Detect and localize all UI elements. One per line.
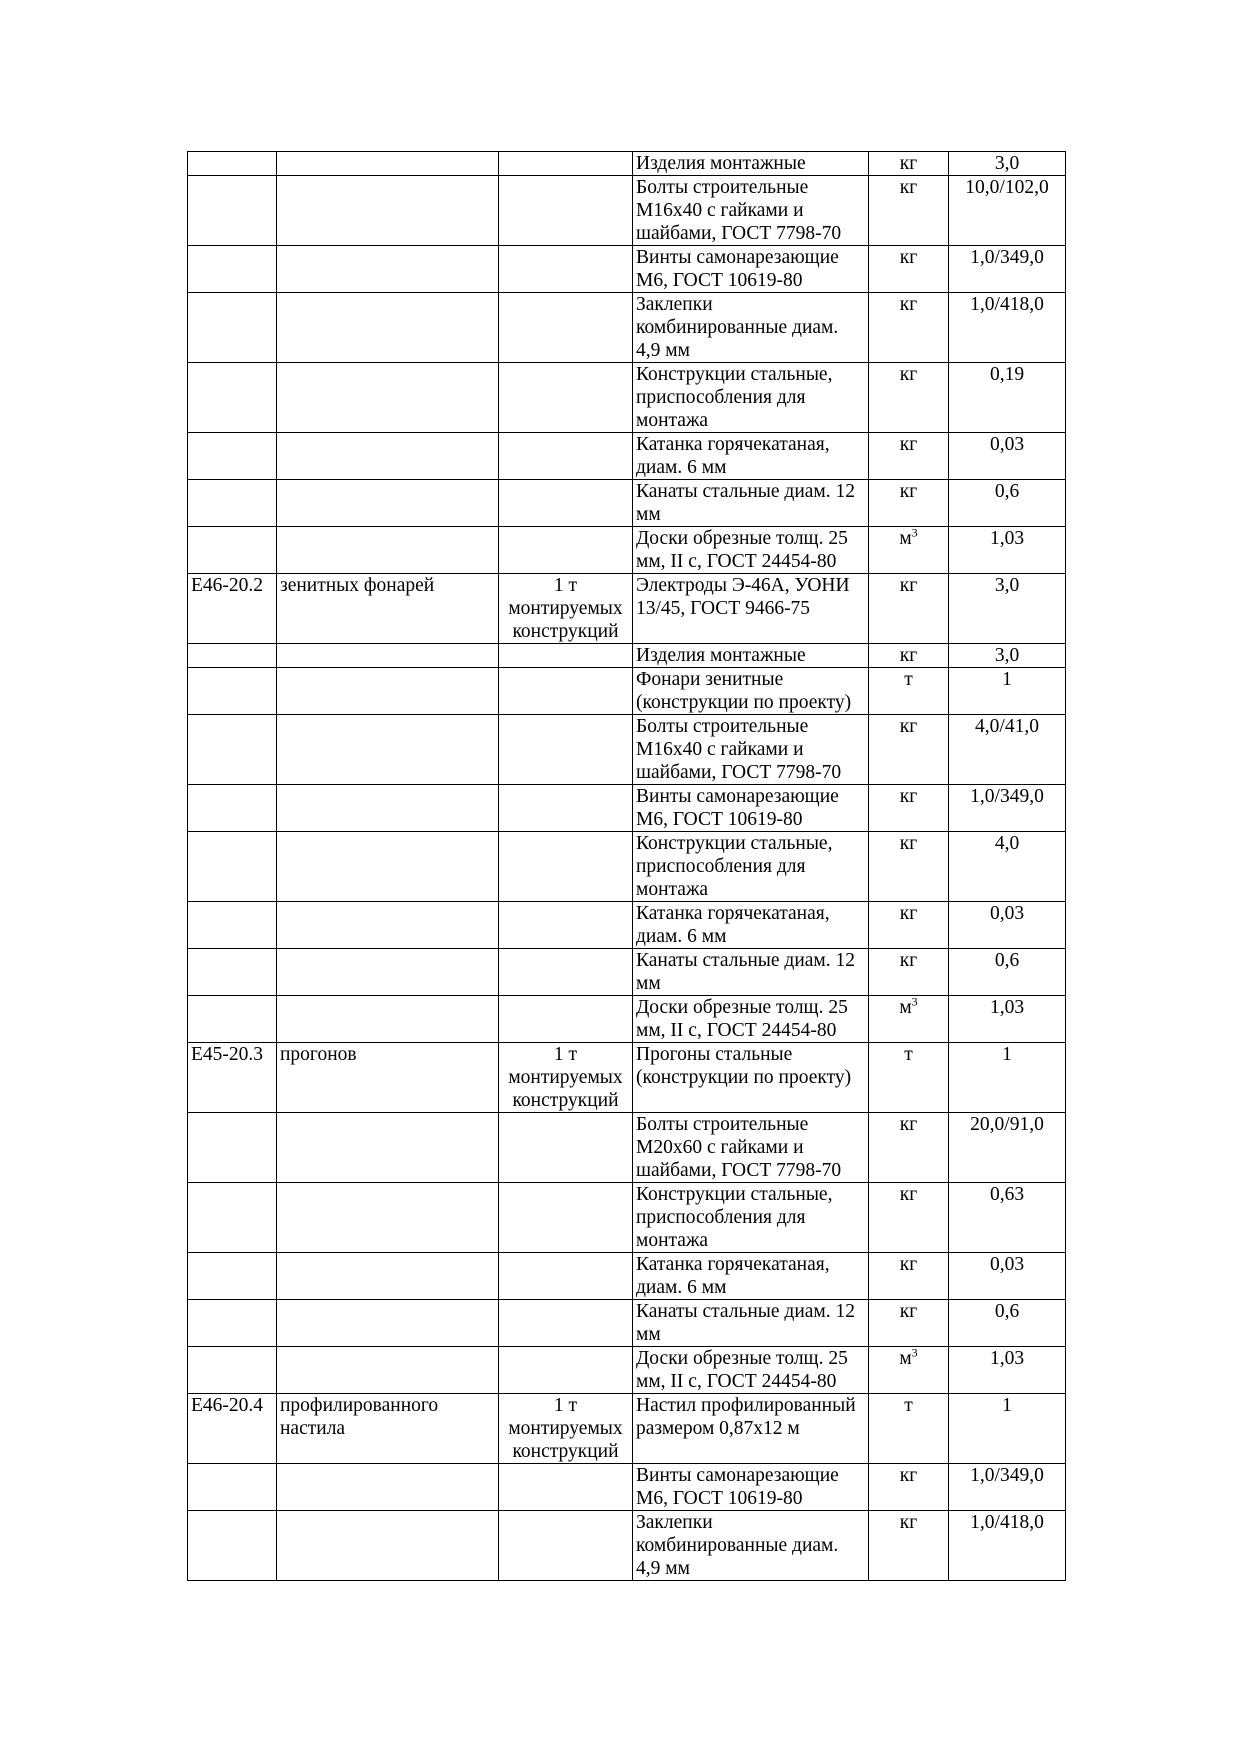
resource-unit-cell xyxy=(869,1183,949,1253)
resource-unit-cell xyxy=(869,1394,949,1464)
norm-code-cell xyxy=(188,949,277,996)
resource-name-cell xyxy=(633,152,869,176)
norm-code-cell xyxy=(188,246,277,293)
table-row xyxy=(188,715,1066,785)
work-name-text: прогонов xyxy=(280,1044,357,1065)
quantity-cell xyxy=(949,293,1066,363)
quantity-cell xyxy=(949,1347,1066,1394)
resource-name-cell xyxy=(633,949,869,996)
resource-name-text: Канаты стальные диам. 12 мм xyxy=(636,950,856,994)
resource-unit-cell xyxy=(869,1113,949,1183)
resource-unit-cell xyxy=(869,715,949,785)
resource-unit-text: т xyxy=(904,669,913,690)
resource-unit-text: т xyxy=(904,1395,913,1416)
measure-unit-text: 1 т монтируемых конструкций xyxy=(508,575,623,642)
measure-unit-cell xyxy=(499,996,633,1043)
resource-unit-text: кг xyxy=(899,434,918,455)
resource-name-cell xyxy=(633,668,869,715)
resource-unit-cell xyxy=(869,832,949,902)
resource-name-cell xyxy=(633,996,869,1043)
quantity-cell xyxy=(949,1300,1066,1347)
resource-name-text: Катанка горячекатаная, диам. 6 мм xyxy=(636,1254,830,1298)
resource-unit-text: т xyxy=(904,1044,913,1065)
norm-code-cell xyxy=(188,1183,277,1253)
quantity-text: 0,63 xyxy=(989,1184,1025,1205)
quantity-text: 0,6 xyxy=(994,481,1020,502)
work-name-cell xyxy=(277,1113,499,1183)
resource-name-cell xyxy=(633,1511,869,1581)
table-row xyxy=(188,246,1066,293)
norm-code-cell xyxy=(188,1347,277,1394)
norm-code-cell xyxy=(188,363,277,433)
quantity-text: 4,0/41,0 xyxy=(975,716,1039,737)
measure-unit-cell xyxy=(499,1113,633,1183)
resource-unit-text: кг xyxy=(899,1512,918,1533)
table-row xyxy=(188,363,1066,433)
work-name-cell xyxy=(277,1183,499,1253)
quantity-text: 10,0/102,0 xyxy=(965,177,1049,198)
resource-unit-text: кг xyxy=(899,1184,918,1205)
resource-name-cell xyxy=(633,433,869,480)
quantity-cell xyxy=(949,480,1066,527)
measure-unit-text: 1 т монтируемых конструкций xyxy=(508,1395,623,1462)
resource-name-cell xyxy=(633,1043,869,1113)
resource-name-cell xyxy=(633,902,869,949)
resource-name-text: Винты самонарезающие М6, ГОСТ 10619-80 xyxy=(636,786,839,830)
quantity-text: 0,6 xyxy=(994,1301,1020,1322)
measure-unit-cell xyxy=(499,574,633,644)
norm-code-cell xyxy=(188,1253,277,1300)
norm-code-cell xyxy=(188,480,277,527)
table-row xyxy=(188,1183,1066,1253)
resource-name-text: Электроды Э-46А, УОНИ 13/45, ГОСТ 9466-75 xyxy=(636,575,850,619)
measure-unit-cell xyxy=(499,176,633,246)
measure-unit-cell xyxy=(499,152,633,176)
resource-unit-text: кг xyxy=(899,645,918,666)
resource-unit-text: кг xyxy=(899,1254,918,1275)
resource-name-text: Заклепки комбинированные диам. 4,9 мм xyxy=(636,1512,839,1579)
quantity-text: 3,0 xyxy=(994,153,1020,174)
norm-code-cell xyxy=(188,1394,277,1464)
resource-unit-text: кг xyxy=(899,833,918,854)
norm-code-text: Е46-20.2 xyxy=(191,575,264,596)
work-name-cell xyxy=(277,668,499,715)
measure-unit-cell xyxy=(499,1511,633,1581)
resource-unit-cell xyxy=(869,1464,949,1511)
norm-code-cell xyxy=(188,785,277,832)
resource-unit-cell xyxy=(869,1043,949,1113)
measure-unit-cell xyxy=(499,902,633,949)
measure-unit-cell xyxy=(499,949,633,996)
resource-name-cell xyxy=(633,527,869,574)
table-row xyxy=(188,1300,1066,1347)
resource-unit-text: кг xyxy=(899,364,918,385)
table-row xyxy=(188,1253,1066,1300)
table-row xyxy=(188,176,1066,246)
resource-name-cell xyxy=(633,1253,869,1300)
resource-unit-text: кг xyxy=(899,950,918,971)
work-name-cell xyxy=(277,574,499,644)
resource-unit-text: кг xyxy=(899,153,918,174)
resource-name-cell xyxy=(633,480,869,527)
measure-unit-cell xyxy=(499,1183,633,1253)
norm-code-text: Е46-20.4 xyxy=(191,1395,264,1416)
quantity-cell xyxy=(949,433,1066,480)
work-name-cell xyxy=(277,293,499,363)
norm-code-cell xyxy=(188,176,277,246)
norm-code-cell xyxy=(188,902,277,949)
quantity-text: 1,0/349,0 xyxy=(970,247,1044,268)
quantity-text: 0,19 xyxy=(989,364,1025,385)
quantity-cell xyxy=(949,832,1066,902)
work-name-cell xyxy=(277,832,499,902)
measure-unit-cell xyxy=(499,1253,633,1300)
measure-unit-cell xyxy=(499,1394,633,1464)
resource-name-text: Изделия монтажные xyxy=(636,153,806,174)
resource-unit-cell xyxy=(869,996,949,1043)
table-row xyxy=(188,644,1066,668)
quantity-cell xyxy=(949,715,1066,785)
work-name-cell xyxy=(277,902,499,949)
table-row xyxy=(188,668,1066,715)
table-row xyxy=(188,949,1066,996)
resource-name-text: Изделия монтажные xyxy=(636,645,806,666)
quantity-text: 1,03 xyxy=(989,1348,1025,1369)
norm-code-cell xyxy=(188,644,277,668)
work-name-cell xyxy=(277,1253,499,1300)
resource-unit-cell xyxy=(869,644,949,668)
resource-unit-cell xyxy=(869,574,949,644)
resource-name-cell xyxy=(633,785,869,832)
resource-name-text: Доски обрезные толщ. 25 мм, II с, ГОСТ 24454-80 xyxy=(636,997,848,1041)
resource-name-cell xyxy=(633,1113,869,1183)
measure-unit-text: 1 т монтируемых конструкций xyxy=(508,1044,623,1111)
resource-unit-text: кг xyxy=(899,481,918,502)
norm-code-cell xyxy=(188,668,277,715)
quantity-cell xyxy=(949,1253,1066,1300)
quantity-cell xyxy=(949,644,1066,668)
resource-unit-cell xyxy=(869,152,949,176)
table-row xyxy=(188,1511,1066,1581)
resource-name-cell xyxy=(633,574,869,644)
table-row xyxy=(188,293,1066,363)
resource-name-cell xyxy=(633,1300,869,1347)
quantity-cell xyxy=(949,902,1066,949)
resource-name-text: Настил профилированный размером 0,87х12 м xyxy=(636,1395,856,1439)
work-name-cell xyxy=(277,527,499,574)
resource-unit-text: м xyxy=(899,1348,912,1369)
quantity-cell xyxy=(949,1394,1066,1464)
norm-code-cell xyxy=(188,1300,277,1347)
resource-name-cell xyxy=(633,1394,869,1464)
quantity-text: 20,0/91,0 xyxy=(970,1114,1044,1135)
norm-code-cell xyxy=(188,1464,277,1511)
norm-code-cell xyxy=(188,293,277,363)
table-row xyxy=(188,996,1066,1043)
norm-code-cell xyxy=(188,433,277,480)
resource-unit-cell xyxy=(869,1347,949,1394)
work-name-cell xyxy=(277,363,499,433)
resource-name-cell xyxy=(633,1464,869,1511)
measure-unit-cell xyxy=(499,668,633,715)
work-name-cell xyxy=(277,644,499,668)
resource-name-cell xyxy=(633,363,869,433)
resource-unit-cell xyxy=(869,785,949,832)
resource-name-text: Болты строительные М16х40 с гайками и шайбами, ГОСТ 7798-70 xyxy=(636,716,842,783)
quantity-text: 1,03 xyxy=(989,528,1025,549)
norms-table xyxy=(187,151,1066,1581)
table-row xyxy=(188,480,1066,527)
quantity-text: 0,6 xyxy=(994,950,1020,971)
table-row xyxy=(188,152,1066,176)
quantity-text: 0,03 xyxy=(989,903,1025,924)
resource-name-text: Катанка горячекатаная, диам. 6 мм xyxy=(636,903,830,947)
quantity-text: 1,0/349,0 xyxy=(970,786,1044,807)
resource-name-text: Катанка горячекатаная, диам. 6 мм xyxy=(636,434,830,478)
norm-code-cell xyxy=(188,996,277,1043)
quantity-cell xyxy=(949,176,1066,246)
resource-unit-cell xyxy=(869,480,949,527)
resource-unit-cell xyxy=(869,668,949,715)
resource-unit-cell xyxy=(869,1511,949,1581)
resource-name-text: Канаты стальные диам. 12 мм xyxy=(636,1301,856,1345)
resource-unit-cell xyxy=(869,246,949,293)
work-name-text: профилированного настила xyxy=(280,1395,439,1439)
measure-unit-cell xyxy=(499,480,633,527)
quantity-cell xyxy=(949,996,1066,1043)
resource-name-text: Заклепки комбинированные диам. 4,9 мм xyxy=(636,294,839,361)
measure-unit-cell xyxy=(499,433,633,480)
resource-unit-cell xyxy=(869,902,949,949)
table-row xyxy=(188,1043,1066,1113)
quantity-text: 1,0/418,0 xyxy=(970,1512,1044,1533)
quantity-text: 3,0 xyxy=(994,645,1020,666)
table-row xyxy=(188,785,1066,832)
measure-unit-cell xyxy=(499,1464,633,1511)
resource-unit-text: м xyxy=(899,997,912,1018)
resource-name-text: Доски обрезные толщ. 25 мм, II с, ГОСТ 24454-80 xyxy=(636,1348,848,1392)
resource-name-cell xyxy=(633,293,869,363)
resource-name-cell xyxy=(633,1347,869,1394)
quantity-cell xyxy=(949,1464,1066,1511)
resource-unit-text: м xyxy=(899,528,912,549)
norm-code-cell xyxy=(188,574,277,644)
quantity-cell xyxy=(949,1183,1066,1253)
quantity-text: 1 xyxy=(1002,1044,1012,1065)
quantity-text: 1,0/418,0 xyxy=(970,294,1044,315)
quantity-cell xyxy=(949,1043,1066,1113)
resource-unit-cell xyxy=(869,1300,949,1347)
quantity-cell xyxy=(949,574,1066,644)
norms-table-body xyxy=(188,152,1066,1581)
norm-code-cell xyxy=(188,1043,277,1113)
quantity-text: 1,0/349,0 xyxy=(970,1465,1044,1486)
table-row xyxy=(188,574,1066,644)
quantity-text: 0,03 xyxy=(989,434,1025,455)
work-name-text: зенитных фонарей xyxy=(280,575,435,596)
quantity-text: 1 xyxy=(1002,1395,1012,1416)
resource-name-text: Болты строительные М20х60 с гайками и шайбами, ГОСТ 7798-70 xyxy=(636,1114,842,1181)
quantity-text: 1,03 xyxy=(989,997,1025,1018)
measure-unit-cell xyxy=(499,1043,633,1113)
measure-unit-cell xyxy=(499,363,633,433)
resource-unit-text: кг xyxy=(899,1301,918,1322)
table-row xyxy=(188,1464,1066,1511)
table-row xyxy=(188,527,1066,574)
quantity-cell xyxy=(949,527,1066,574)
norm-code-cell xyxy=(188,1113,277,1183)
resource-unit-text: кг xyxy=(899,716,918,737)
resource-unit-text: кг xyxy=(899,1114,918,1135)
resource-name-cell xyxy=(633,176,869,246)
measure-unit-cell xyxy=(499,1347,633,1394)
resource-name-text: Конструкции стальные, приспособления для монтажа xyxy=(636,1184,833,1251)
work-name-cell xyxy=(277,152,499,176)
measure-unit-cell xyxy=(499,527,633,574)
resource-name-cell xyxy=(633,715,869,785)
resource-name-text: Винты самонарезающие М6, ГОСТ 10619-80 xyxy=(636,247,839,291)
resource-unit-text: кг xyxy=(899,1465,918,1486)
norm-code-text: Е45-20.3 xyxy=(191,1044,264,1065)
work-name-cell xyxy=(277,1347,499,1394)
work-name-cell xyxy=(277,715,499,785)
resource-unit-text: кг xyxy=(899,575,918,596)
resource-name-cell xyxy=(633,246,869,293)
unit-superscript: 3 xyxy=(911,526,918,540)
unit-superscript: 3 xyxy=(911,1346,918,1360)
quantity-cell xyxy=(949,668,1066,715)
work-name-cell xyxy=(277,176,499,246)
quantity-text: 1 xyxy=(1002,669,1012,690)
norm-code-cell xyxy=(188,152,277,176)
resource-unit-text: кг xyxy=(899,177,918,198)
resource-name-text: Доски обрезные толщ. 25 мм, II с, ГОСТ 24454-80 xyxy=(636,528,848,572)
quantity-cell xyxy=(949,1511,1066,1581)
table-row xyxy=(188,433,1066,480)
resource-unit-text: кг xyxy=(899,903,918,924)
resource-name-cell xyxy=(633,1183,869,1253)
resource-unit-text: кг xyxy=(899,786,918,807)
work-name-cell xyxy=(277,480,499,527)
work-name-cell xyxy=(277,1464,499,1511)
quantity-cell xyxy=(949,1113,1066,1183)
quantity-text: 0,03 xyxy=(989,1254,1025,1275)
table-row xyxy=(188,1394,1066,1464)
work-name-cell xyxy=(277,996,499,1043)
resource-unit-cell xyxy=(869,1253,949,1300)
table-row xyxy=(188,832,1066,902)
resource-unit-cell xyxy=(869,176,949,246)
norm-code-cell xyxy=(188,527,277,574)
resource-name-text: Фонари зенитные (конструкции по проекту) xyxy=(636,669,852,713)
measure-unit-cell xyxy=(499,644,633,668)
resource-name-text: Конструкции стальные, приспособления для монтажа xyxy=(636,833,833,900)
quantity-cell xyxy=(949,949,1066,996)
measure-unit-cell xyxy=(499,293,633,363)
table-row xyxy=(188,1347,1066,1394)
work-name-cell xyxy=(277,433,499,480)
quantity-cell xyxy=(949,363,1066,433)
measure-unit-cell xyxy=(499,246,633,293)
resource-unit-text: кг xyxy=(899,247,918,268)
work-name-cell xyxy=(277,1300,499,1347)
quantity-text: 4,0 xyxy=(994,833,1020,854)
work-name-cell xyxy=(277,785,499,832)
work-name-cell xyxy=(277,1511,499,1581)
table-row xyxy=(188,1113,1066,1183)
norm-code-cell xyxy=(188,1511,277,1581)
resource-name-text: Винты самонарезающие М6, ГОСТ 10619-80 xyxy=(636,1465,839,1509)
work-name-cell xyxy=(277,1394,499,1464)
measure-unit-cell xyxy=(499,785,633,832)
quantity-text: 3,0 xyxy=(994,575,1020,596)
quantity-cell xyxy=(949,246,1066,293)
resource-unit-cell xyxy=(869,293,949,363)
table-row xyxy=(188,902,1066,949)
norm-code-cell xyxy=(188,715,277,785)
resource-unit-cell xyxy=(869,949,949,996)
resource-name-cell xyxy=(633,832,869,902)
measure-unit-cell xyxy=(499,1300,633,1347)
resource-unit-cell xyxy=(869,363,949,433)
resource-unit-text: кг xyxy=(899,294,918,315)
work-name-cell xyxy=(277,1043,499,1113)
measure-unit-cell xyxy=(499,832,633,902)
work-name-cell xyxy=(277,246,499,293)
resource-name-text: Болты строительные М16х40 с гайками и шайбами, ГОСТ 7798-70 xyxy=(636,177,842,244)
quantity-cell xyxy=(949,785,1066,832)
work-name-cell xyxy=(277,949,499,996)
measure-unit-cell xyxy=(499,715,633,785)
resource-name-text: Конструкции стальные, приспособления для монтажа xyxy=(636,364,833,431)
resource-name-text: Прогоны стальные (конструкции по проекту) xyxy=(636,1044,852,1088)
norm-code-cell xyxy=(188,832,277,902)
quantity-cell xyxy=(949,152,1066,176)
resource-name-cell xyxy=(633,644,869,668)
resource-unit-cell xyxy=(869,527,949,574)
unit-superscript: 3 xyxy=(911,995,918,1009)
resource-name-text: Канаты стальные диам. 12 мм xyxy=(636,481,856,525)
resource-unit-cell xyxy=(869,433,949,480)
